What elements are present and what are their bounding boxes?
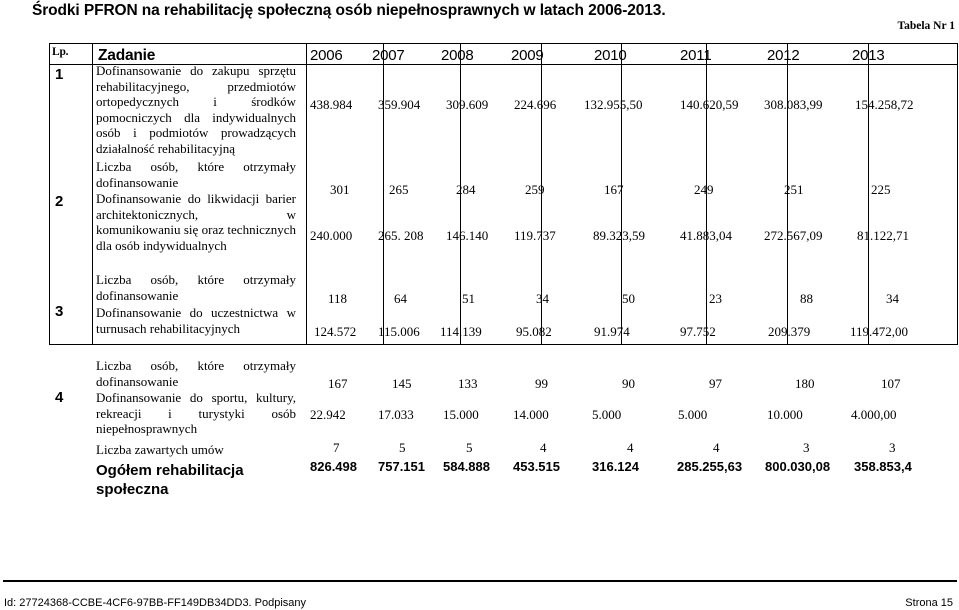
row-value: 225 <box>871 182 891 197</box>
row-value: 34 <box>886 291 899 306</box>
row-value: 251 <box>784 182 804 197</box>
footer-signature-id: Id: 27724368-CCBE-4CF6-97BB-FF149DB34DD3. Podpisany <box>4 597 307 609</box>
row-value: 309.609 <box>446 97 489 112</box>
row-value: 17.033 <box>378 407 414 422</box>
row-value: 167 <box>604 182 624 197</box>
row-number: 2 <box>55 193 64 210</box>
row-value: 91.974 <box>594 324 630 339</box>
header-year-2011: 2011 <box>680 47 712 64</box>
row-value: 10.000 <box>767 407 803 422</box>
row-value: 4 <box>627 440 634 455</box>
row-value: 14.000 <box>513 407 549 422</box>
row-value: 88 <box>800 291 813 306</box>
row-value: 3 <box>889 440 896 455</box>
row-value: 265. 208 <box>378 228 424 243</box>
row-value: 7 <box>333 440 340 455</box>
total-value: 358.853,4 <box>854 459 912 474</box>
row-value: 145 <box>392 376 412 391</box>
total-value: 584.888 <box>443 459 490 474</box>
row-value: 438.984 <box>310 97 353 112</box>
header-year-2013: 2013 <box>852 47 885 64</box>
header-year-2008: 2008 <box>441 47 474 64</box>
row-value: 3 <box>803 440 810 455</box>
row-value: 119.737 <box>514 228 556 243</box>
row-value: 5.000 <box>592 407 622 422</box>
row-value: 5 <box>399 440 406 455</box>
total-value: 800.030,08 <box>765 459 831 474</box>
row-value: 249 <box>694 182 714 197</box>
row-value: 140.620,59 <box>680 97 739 112</box>
row-value: 22.942 <box>310 407 346 422</box>
row-value: 224.696 <box>514 97 557 112</box>
row-value: 284 <box>456 182 476 197</box>
row-value: 15.000 <box>443 407 479 422</box>
total-value: 453.515 <box>513 459 560 474</box>
header-year-2006: 2006 <box>310 47 343 64</box>
total-value: 285.255,63 <box>677 459 743 474</box>
row-value: 50 <box>622 291 635 306</box>
header-year-2010: 2010 <box>594 47 627 64</box>
row-value: 167 <box>328 376 348 391</box>
row-value: 272.567,09 <box>764 228 823 243</box>
page-bottom-rule <box>3 580 957 582</box>
row-value: 301 <box>330 182 350 197</box>
row-value: 95.082 <box>516 324 552 339</box>
row-value: 23 <box>709 291 722 306</box>
row-number: 1 <box>55 66 64 83</box>
row-label: Liczba zawartych umów <box>96 442 224 457</box>
row-value: 4 <box>540 440 547 455</box>
row-value: 133 <box>458 376 478 391</box>
row-label: Dofinansowanie do likwidacji barier architektonicznych, w komunikowaniu się oraz technicznych dla osób indywidualnych <box>96 191 296 253</box>
row-value: 34 <box>536 291 549 306</box>
row-label: Dofinansowanie do sportu, kultury, rekreacji i turystyki osób niepełnosprawnych <box>96 390 296 436</box>
row-value: 146.140 <box>446 228 489 243</box>
row-value: 308.083,99 <box>764 97 823 112</box>
total-value: 316.124 <box>592 459 639 474</box>
row-value: 5 <box>466 440 473 455</box>
row-value: 97 <box>709 376 722 391</box>
row-value: 97.752 <box>680 324 716 339</box>
table-number: Tabela Nr 1 <box>897 20 955 32</box>
row-value: 90 <box>622 376 635 391</box>
footer-page-number: Strona 15 <box>905 597 953 609</box>
header-lp: Lp. <box>52 46 69 58</box>
row-label: Liczba osób, które otrzymały dofinansowanie <box>96 358 296 389</box>
row-value: 5.000 <box>678 407 708 422</box>
row-label: Liczba osób, które otrzymały dofinansowanie <box>96 159 296 190</box>
row-value: 359.904 <box>378 97 421 112</box>
row-number: 3 <box>55 303 64 320</box>
row-value: 124.572 <box>314 324 357 339</box>
row-value: 64 <box>394 291 407 306</box>
row-value: 132.955,50 <box>584 97 643 112</box>
row-value: 115.006 <box>378 324 420 339</box>
row-value: 114.139 <box>440 324 482 339</box>
row-value: 4 <box>713 440 720 455</box>
row-value: 180 <box>795 376 815 391</box>
row-label: Dofinansowanie do uczestnictwa w turnusach rehabilitacyjnych <box>96 305 296 336</box>
row-value: 4.000,00 <box>851 407 897 422</box>
row-value: 81.122,71 <box>857 228 909 243</box>
row-value: 51 <box>462 291 475 306</box>
header-year-2009: 2009 <box>511 47 544 64</box>
row-value: 240.000 <box>310 228 353 243</box>
total-label: Ogółem rehabilitacja społeczna <box>96 462 244 498</box>
row-value: 89.323,59 <box>593 228 645 243</box>
row-number: 4 <box>55 389 64 406</box>
row-value: 259 <box>525 182 545 197</box>
total-value: 757.151 <box>378 459 425 474</box>
row-value: 107 <box>881 376 901 391</box>
row-value: 119.472,00 <box>850 324 909 339</box>
page-title: Środki PFRON na rehabilitację społeczną osób niepełnosprawnych w latach 2006-2013. <box>32 2 666 19</box>
header-year-2007: 2007 <box>372 47 405 64</box>
row-value: 41.883,04 <box>680 228 732 243</box>
row-label: Liczba osób, które otrzymały dofinansowanie <box>96 272 296 303</box>
row-value: 99 <box>535 376 548 391</box>
row-value: 118 <box>328 291 348 306</box>
row-label: Dofinansowanie do zakupu sprzętu rehabilitacyjnego, przedmiotów ortopedycznych i środków pomocniczych dla indywidualnych osób i podmiotów prowadzących działalność rehabilitacyjną <box>96 63 296 156</box>
header-year-2012: 2012 <box>767 47 800 64</box>
total-value: 826.498 <box>310 459 357 474</box>
row-value: 154.258,72 <box>855 97 914 112</box>
row-value: 209.379 <box>768 324 811 339</box>
row-value: 265 <box>389 182 409 197</box>
header-task: Zadanie <box>98 47 156 64</box>
